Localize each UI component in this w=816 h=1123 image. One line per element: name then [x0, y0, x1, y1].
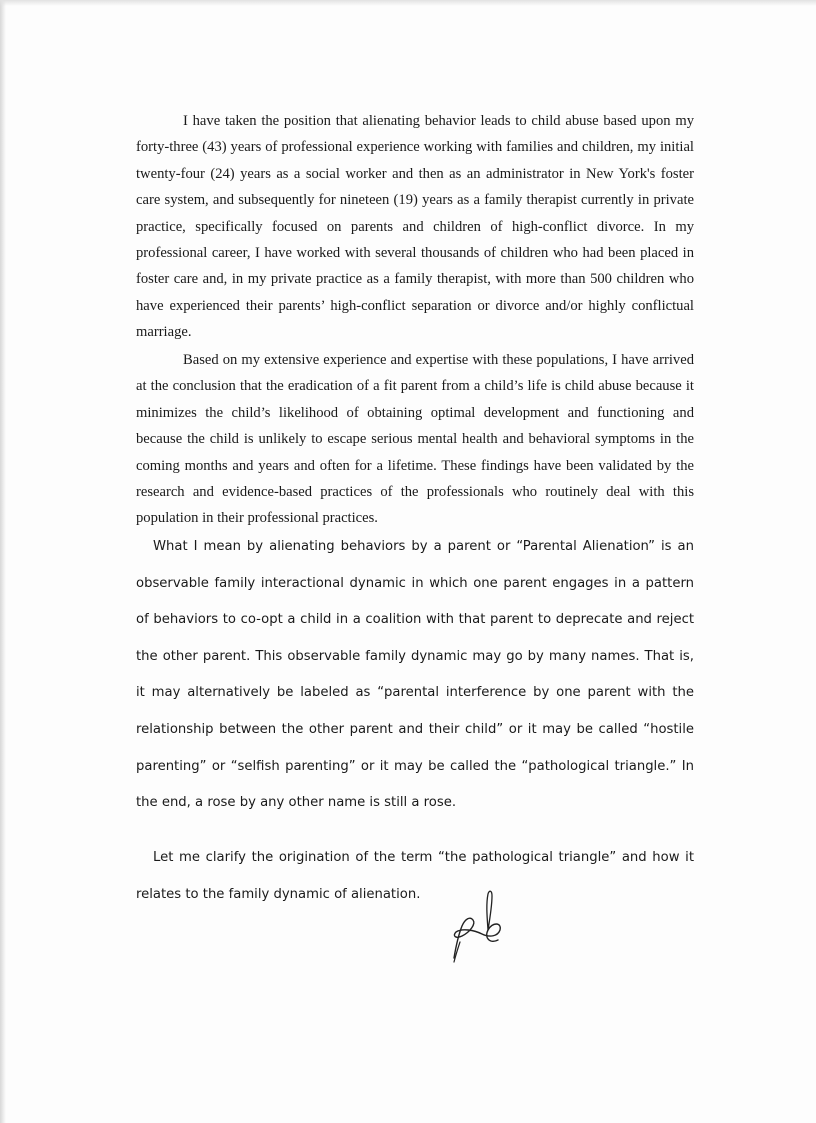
paragraph-text: Let me clarify the origination of the term “the pathological triangle” and how it relates to the family dynamic of alienation. [136, 850, 694, 902]
paragraph-3 [136, 529, 694, 822]
paragraph-text: What I mean by alienating behaviors by a parent or “Parental Alienation” is an observable family interactional dynamic in which one parent engages in a pattern of behaviors to co-opt a child in a coalition with that parent to deprecate and reject the other parent. This observable family dynamic may go by many names. That is, it may alternatively be labeled as “parental interference by one parent with the relationship between the other parent and their child” or it may be called “hostile parenting” or “selfish parenting” or it may be called the “pathological triangle.” In the end, a rose by any other name is still a rose. [136, 539, 694, 811]
paragraph-4 [136, 840, 694, 913]
paragraph-text: Based on my extensive experience and expertise with these populations, I have arrived at the conclusion that the eradication of a fit parent from a child’s life is child abuse because it minimizes the child’s likelihood of obtaining optimal development and functioning and because the child is unlikely to escape serious mental health and behavioral symptoms in the coming months and years and often for a lifetime. These findings have been validated by the research and evidence-based practices of the professionals who routinely deal with this population in their professional practices. [136, 352, 694, 527]
handwritten-initials-signature [440, 886, 510, 966]
paragraph-2 [136, 347, 694, 532]
paragraph-1 [136, 108, 694, 346]
paragraph-text: I have taken the position that alienating behavior leads to child abuse based upon my forty-three (43) years of professional experience working with families and children, my initial twenty-four (24) years as a social worker and then as an administrator in New York's foster care system, and subsequently for nineteen (19) years as a family therapist currently in private practice, specifically focused on parents and children of high-conflict divorce. In my professional career, I have worked with several thousands of children who had been placed in foster care and, in my private practice as a family therapist, with more than 500 children who have experienced their parents’ high-conflict separation or divorce and/or highly conflictual marriage. [136, 113, 694, 341]
scan-shadow-top [0, 0, 816, 6]
scan-shadow-left [0, 0, 6, 1123]
